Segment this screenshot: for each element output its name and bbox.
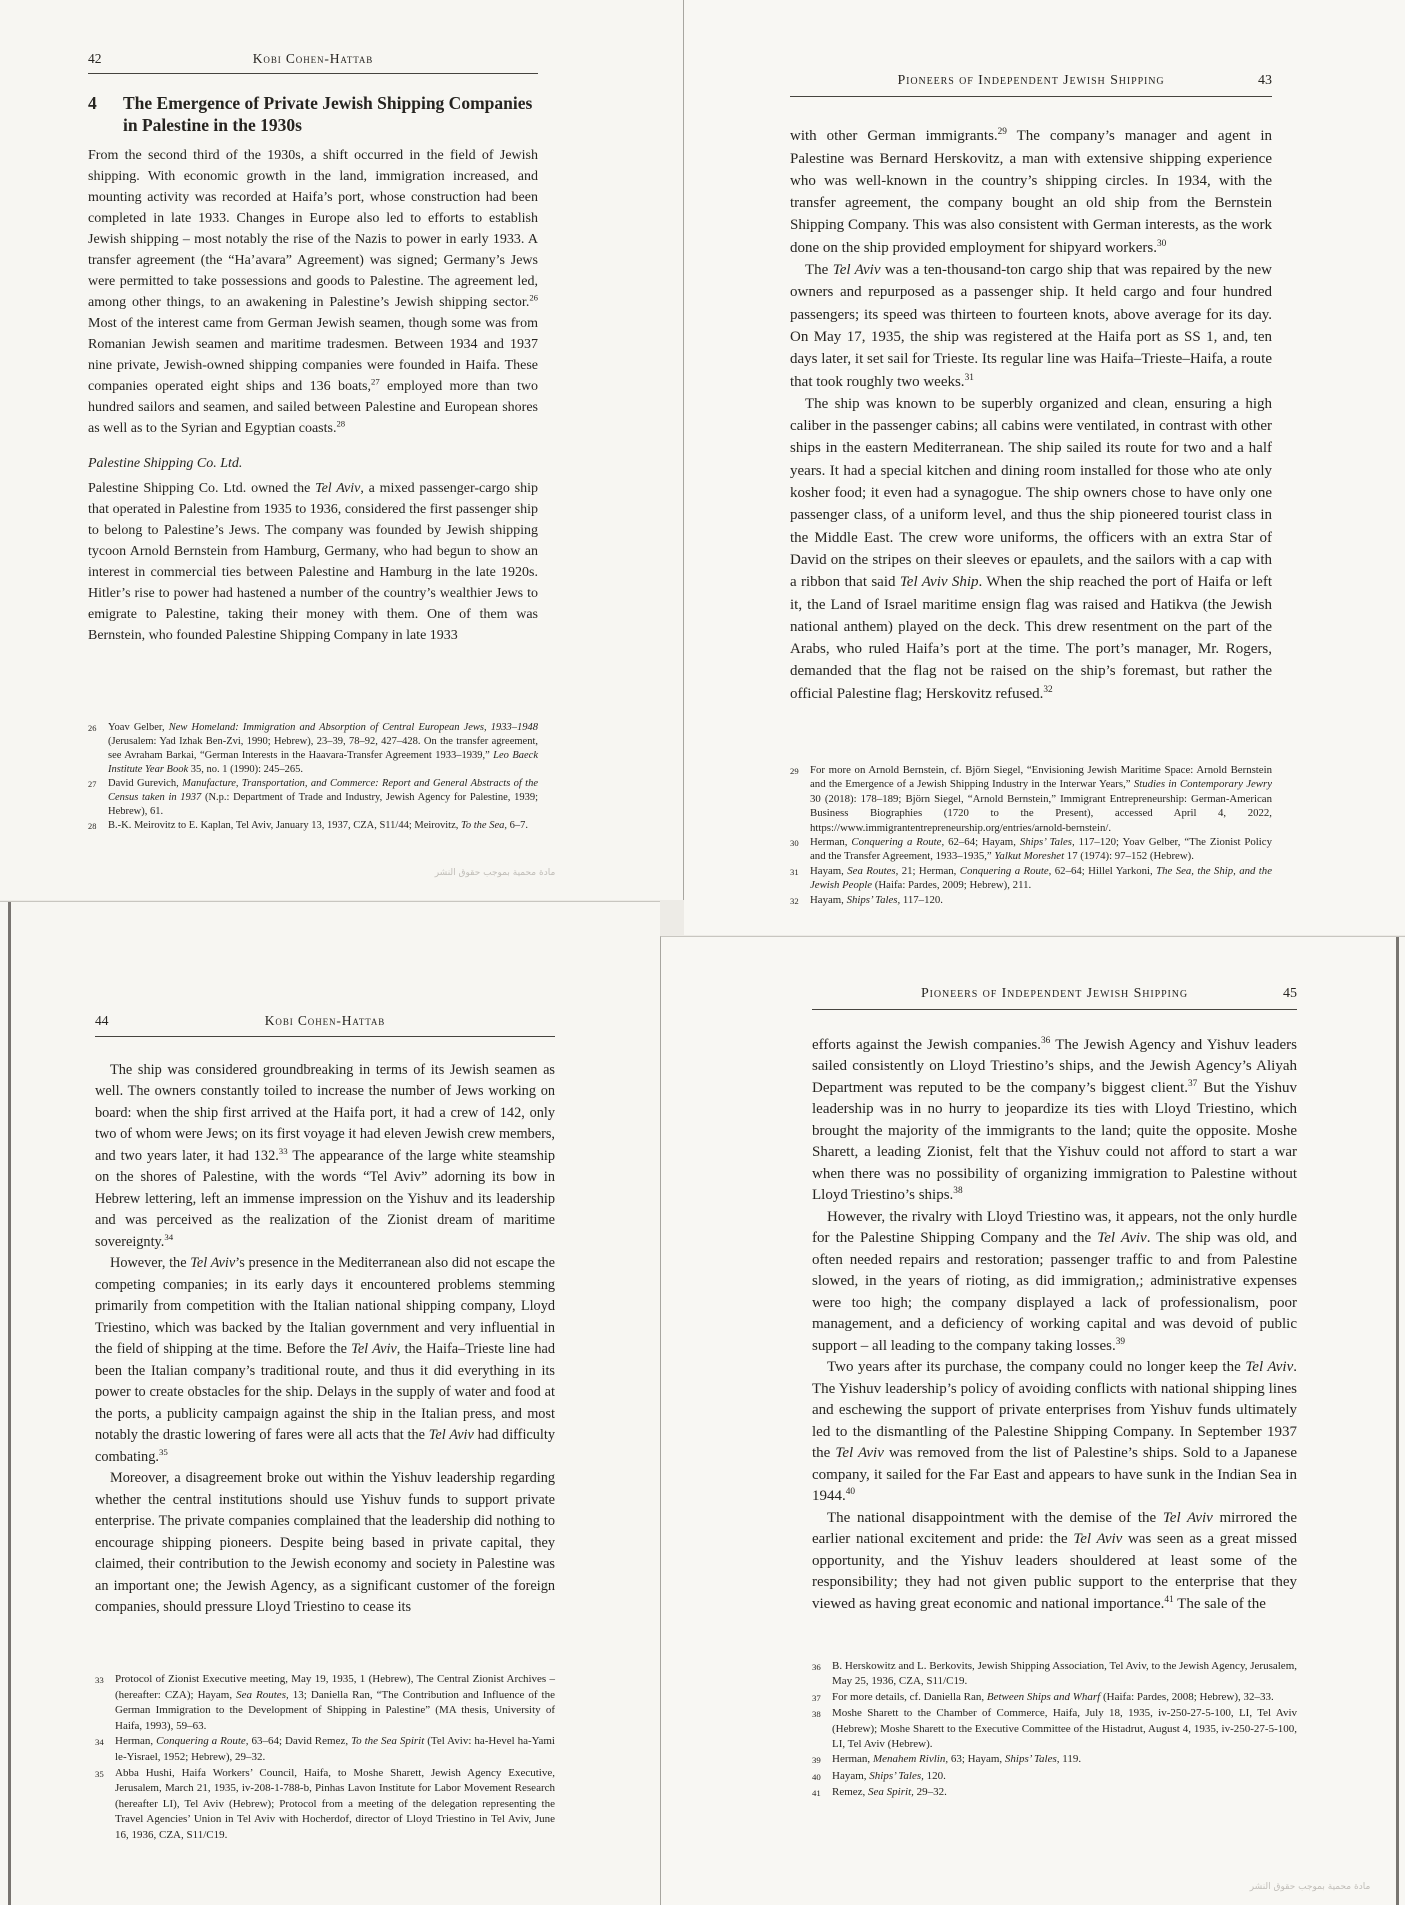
body-paragraph: However, the Tel Aviv’s presence in the Mediterranean also did not escape the competing companies; in its early days it encountered problems stemming primarily from competition with the Italian national shipping company, Lloyd Triestino, which was backed by the Italian government and very influential in the field of shipping at the time. Before the Tel Aviv, the Haifa–Trieste line had been the Italian company’s traditional route, and thus it did everything in its power to create obstacles for the ship. Delays in the supply of water and food at the ports, a publicity campaign against the ship in the Italian press, and most notably the drastic lowering of fares were all acts that the Tel Aviv had difficulty combating.$^{35}$ [95, 1255, 556, 1465]
footnote-number: 40 [812, 1771, 821, 1782]
footnote-number: 29 [790, 766, 799, 776]
watermark: مادة محمية بموجب حقوق النشر [434, 868, 556, 878]
footnote-number: 27 [88, 780, 97, 789]
body-paragraph: The national disappointment with the demise of the Tel Aviv mirrored the earlier national excitement and pride: the Tel Aviv was seen as a great missed opportunity, and the Yishuv leaders shouldered at least some of the responsibility; they had not given public support to the enterprise that they viewed as having great economic and national importance.$^{41}$ The sale of the [812, 1509, 1298, 1612]
footnote-text: Moshe Sharett to the Chamber of Commerce, Haifa, July 18, 1935, iv-250-27-5-100, LI, Tel Aviv (Hebrew); Moshe Sharett to the Executive Committee of the Histadrut, August 4, 1935, iv-250-27-5-100, LI, Tel Aviv (Hebrew). [832, 1707, 1297, 1751]
page-43-running-header [790, 58, 1272, 92]
running-head: Kobi Cohen-Hattab [252, 51, 374, 66]
body-paragraph: The ship was considered groundbreaking in terms of its Jewish seamen as well. The owners constantly toiled to increase the number of Jews working on board: when the ship first arrived at the Haifa port, it had a crew of 142, only two of whom were Jews; on its first voyage it had eleven Jewish crew members, and two years later, it had 132.33 The appearance of the large white steamship on the shores of Palestine, with the words “Tel Aviv” adorning its bow in Hebrew lettering, left an immense impression on the Yishuv and its leadership and was perceived as the realization of the Zionist dream of maritime sovereignty.$^{34}$ [95, 1061, 555, 1250]
footnote [790, 835, 1272, 864]
page-edge [8, 902, 11, 1905]
footnote-text: Abba Hushi, Haifa Workers’ Council, Haifa, to Moshe Sharett, Jewish Agency Executive, Jerusalem, March 21, 1935, iv-208-1-788-b, Pinhas Lavon Institute for Labor Movement Research (hereafter LI), Tel Aviv (Hebrew); Protocol from a meeting of the delegation representing the Travel Agencies’ Union in Tel Aviv with Hocherdof, director of Lloyd Triestino in Tel Aviv, June 16, 1936, CZA, S11/C19. [115, 1766, 555, 1841]
footnote [88, 721, 538, 777]
footnote-number: 38 [812, 1709, 821, 1720]
footnote-number: 32 [790, 895, 799, 906]
section-heading [88, 92, 538, 136]
footnote-text: B. Herskowitz and L. Berkovits, Jewish Shipping Association, Tel Aviv, to the Jewish Agency, Jerusalem, May 25, 1936, CZA, S11/C19. [832, 1660, 1297, 1688]
footnote [95, 1672, 555, 1734]
footnotes [88, 721, 538, 834]
footnote-text: Remez, Sea Spirit, 29–32. [832, 1786, 947, 1799]
footnote-number: 34 [95, 1737, 104, 1748]
body-text [88, 145, 538, 439]
page-43 [790, 58, 1272, 918]
footnote-text: Hayam, Ships’ Tales, 120. [832, 1769, 946, 1782]
footnote-text: For more details, cf. Daniella Ran, Between Ships and Wharf (Haifa: Pardes, 2008; Hebrew), 32–33. [832, 1690, 1274, 1703]
body-paragraph: From the second third of the 1930s, a shift occurred in the field of Jewish shipping. With economic growth in the land, immigration increased, and mounting activity was recorded at Haifa’s port, whose construction had been completed in late 1933. Changes in Europe also led to efforts to establish Jewish shipping – most notably the rise of the Nazis to power in early 1933. A transfer agreement (the “Ha’avara” Agreement) was signed; Germany’s Jews were permitted to take possessions and goods to Palestine. The agreement led, among other things, to an awakening in Palestine’s Jewish shipping sector.$^{26}$ Most of the interest came from German Jewish seamen, though some was from Romanian Jewish seamen and maritime tradesmen. Between 1934 and 1937 nine private, Jewish-owned shipping companies were founded in Haifa. These companies operated eight ships and 136 boats,$^{27}$ employed more than two hundred sailors and seamen, and sailed between Palestine and European shores as well as to the Syrian and Egyptian coasts.$^{28}$ [88, 148, 539, 436]
body-text [95, 1060, 555, 1619]
body-text [812, 1035, 1297, 1616]
footnote-text: Hayam, Ships’ Tales, 117–120. [810, 893, 943, 906]
running-head: Kobi Cohen-Hattab [264, 1013, 386, 1028]
body-paragraph: Moreover, a disagreement broke out within the Yishuv leadership regarding whether the central institutions should use Yishuv funds to support private enterprise. The private companies complained that the leadership did nothing to encourage shipping pioneers. Despite being based in private capital, they claimed, their contribution to the Jewish economy and society in Palestine was an important one; the Jewish Agency, as a significant customer of the foreign companies, should pressure Lloyd Triestino to cease its [95, 1470, 555, 1615]
body-paragraph: Two years after its purchase, the company could no longer keep the Tel Aviv. The Yishuv leadership’s policy of avoiding conflicts with national shipping lines and eschewing the support of private enterprises from Yishuv funds ultimately led to the dismantling of the Palestine Shipping Company. In September 1937 the Tel Aviv was removed from the list of Palestine’s ships. Sold to a Japanese company, it sailed for the Far East and appears to have sunk in the Indian Sea in 1944.40 [812, 1359, 1297, 1504]
subsection-heading: Palestine Shipping Co. Ltd. [88, 456, 243, 471]
footnote [790, 763, 1272, 835]
footnote-text: For more on Arnold Bernstein, cf. Björn Siegel, “Envisioning Jewish Maritime Space: Arnold Bernstein and the Emergence of a Jewish Shipping Industry in the Interwar Years,” Studies in Contemporary Jewry 30 (2018): 178–189; Björn Siegel, “Arnold Bernstein,” Immigrant Entrepreneurship: German-American Business Biographies (1720 to the Present), accessed April 4, 2022, https://www.immigrantentrepreneurship.org/entries/arnold-bernstein/. [810, 764, 1272, 834]
page-number: 42 [88, 51, 102, 66]
running-head: Pioneers of Independent Jewish Shipping [897, 73, 1165, 88]
watermark: مادة محمية بموجب حقوق النشر [1249, 1882, 1371, 1892]
footnote [790, 893, 1272, 908]
footnote-text: Hayam, Sea Routes, 21; Herman, Conquering a Route, 62–64; Hillel Yarkoni, The Sea, the Ship, and the Jewish People (Haifa: Pardes, 2009; Hebrew), 211. [810, 864, 1272, 892]
page-42 [88, 40, 538, 890]
body-paragraph: efforts against the Jewish companies.$^{36}$ The Jewish Agency and Yishuv leaders sailed consistently on Lloyd Triestino’s ships, and the Jewish Agency’s Aliyah Department was reputed to be the company’s biggest client.$^{37}$ But the Yishuv leadership was in no hurry to jeopardize its ties with Lloyd Triestino, which brought the majority of the immigrants to the land; quite the opposite. Moshe Sharett, a leading Zionist, felt that the Yishuv could not afford to start a war when there was no possibility of organizing immigration to Palestine without Lloyd Triestino’s ships.$^{38}$ [812, 1035, 1298, 1203]
running-head: Pioneers of Independent Jewish Shipping [921, 986, 1188, 1001]
body-paragraph: Palestine Shipping Co. Ltd. owned the Tel Aviv, a mixed passenger-cargo ship that operated in Palestine from 1935 to 1936, considered the first passenger ship to belong to Palestine’s Jews. The company was founded by Jewish shipping tycoon Arnold Bernstein from Hamburg, Germany, who had begun to show an interest in commercial ties between Palestine and Hamburg in the late 1920s. Hitler’s rise to power had hastened a number of the country’s wealthier Jews to emigrate to Palestine, taking their money with them. One of them was Bernstein, who founded Palestine Shipping Company in late 1933 [88, 481, 538, 643]
footnote-text: B.-K. Meirovitz to E. Kaplan, Tel Aviv, January 13, 1937, CZA, S11/44; Meirovitz, To the Sea, 6–7. [108, 820, 529, 831]
footnote-number: 31 [790, 866, 799, 877]
footnote-number: 36 [812, 1662, 821, 1672]
body-text [88, 478, 538, 646]
footnote-text: Herman, Conquering a Route, 63–64; David Remez, To the Sea Spirit (Tel Aviv: ha-Hevel ha-Yami le-Yisrael, 1952; Hebrew), 29–32. [115, 1735, 555, 1763]
footnotes [790, 763, 1272, 908]
section-number: 4 [88, 93, 97, 113]
page-44 [95, 995, 555, 1895]
page-number: 45 [1283, 986, 1297, 1001]
footnote-text: Herman, Conquering a Route, 62–64; Hayam, Ships’ Tales, 117–120; Yoav Gelber, “The Zionist Policy and the Transfer Agreement, 1933–1935,” Yalkut Moreshet 17 (1974): 97–152 (Hebrew). [810, 836, 1272, 863]
page-45-running-header [812, 960, 1297, 1005]
body-text [790, 125, 1272, 705]
footnote [95, 1766, 555, 1844]
footnote-number: 35 [95, 1768, 104, 1779]
page-number: 43 [1258, 73, 1272, 88]
body-paragraph: with other German immigrants.$^{29}$ The company’s manager and agent in Palestine was Bernard Herskovitz, a man with extensive shipping experience who was well-known in the country’s shipping circles. In 1934, with the transfer agreement, the company bought an old ship from the Bernstein Shipping Company. This was also consistent with German interests, as the work done on the ship provided employment for shipyard workers.$^{30}$ [790, 127, 1272, 256]
footnote [812, 1690, 1297, 1706]
footnote-number: 33 [95, 1675, 104, 1685]
page-44-running-header [95, 995, 555, 1032]
header-rule [88, 73, 538, 74]
page-number: 44 [95, 1013, 109, 1028]
footnote [812, 1659, 1297, 1690]
footnote-text: Yoav Gelber, New Homeland: Immigration and Absorption of Central European Jews, 1933–1948 (Jerusalem: Yad Izhak Ben-Zvi, 1990; Hebrew), 23–39, 78–92, 427–428. On the transfer agreement, see Avraham Barkai, “German Interests in the Haavara-Transfer Agreement 1933–1939,” Leo Baeck Institute Year Book 35, no. 1 (1990): 245–265. [108, 722, 539, 775]
footnote [812, 1706, 1297, 1752]
body-paragraph: However, the rivalry with Lloyd Triestino was, it appears, not the only hurdle for the Palestine Shipping Company and the Tel Aviv. The ship was old, and often needed repairs and restoration; passenger traffic to and from Palestine slowed, in the years of rioting, as did immigration,; administrative expenses were too high; the company displayed a lack of professionalism, poor management, and a deficiency of working capital and was devoid of public support – all leading to the company taking losses.$^{39}$ [812, 1208, 1297, 1354]
footnote-number: 37 [812, 1692, 821, 1703]
footnotes [95, 1672, 555, 1844]
body-paragraph: The Tel Aviv was a ten-thousand-ton cargo ship that was repaired by the new owners and repurposed as a passenger ship. It held cargo and four hundred passengers; its speed was thirteen to fourteen knots, above average for its day. On May 17, 1935, the ship was registered at the Haifa port as SS 1, and, ten days later, it set sail for Trieste. Its regular line was Haifa–Trieste–Haifa, a route that took roughly two weeks.$^{31}$ [790, 262, 1272, 390]
section-title: The Emergence of Private Jewish Shipping Companies in Palestine in the 1930s [123, 93, 533, 135]
footnote-number: 28 [88, 822, 97, 831]
footnote [790, 864, 1272, 893]
footnote-number: 26 [88, 724, 97, 733]
page-edge [1396, 937, 1399, 1905]
footnote [88, 819, 538, 834]
header-rule [790, 96, 1272, 97]
footnote [812, 1769, 1297, 1785]
footnote-text: Protocol of Zionist Executive meeting, May 19, 1935, 1 (Hebrew), The Central Zionist Archives – (hereafter: CZA); Hayam, Sea Routes, 13; Daniella Ran, “The Contribution and Influence of the German Immigration to the Development of Shipping in Palestine” (MA thesis, University of Haifa, 1993), 59–63. [115, 1673, 556, 1732]
footnote [812, 1752, 1297, 1768]
body-paragraph: The ship was known to be superbly organized and clean, ensuring a high caliber in the passenger cabins; all cabins were ventilated, in contrast with other ships in the eastern Mediterranean. The ship sailed its route for two and a half years. It had a special kitchen and dining room installed for those who ate only kosher food; it even had a synagogue. The ship owners chose to have only one passenger class, of a uniform level, and thus the ship pioneered tourist class in the Middle East. The crew wore uniforms, the officers with an extra Star of David on the stripes on their sleeves or epaulets, and the sailors with a cap with a ribbon that said Tel Aviv Ship. When the ship reached the port of Haifa or left it, the Land of Israel maritime ensign flag was raised and Hatikva (the Jewish national anthem) played on the deck. This drew resentment on the part of the Arabs, who ruled Haifa’s port at the time. The port’s manager, Mr. Rogers, demanded that the flag not be raised on the ship’s foremast, but rather the official Palestine flag; Herskovitz refused.$^{32}$ [790, 395, 1272, 702]
footnote-text: Herman, Menahem Rivlin, 63; Hayam, Ships’ Tales, 119. [832, 1753, 1082, 1766]
footnote-number: 39 [812, 1755, 821, 1766]
footnote [95, 1734, 555, 1765]
footnotes [812, 1659, 1297, 1802]
page-42-running-header [88, 40, 538, 69]
header-rule [812, 1009, 1297, 1010]
page-45 [812, 960, 1297, 1890]
footnote-text: David Gurevich, Manufacture, Transportation, and Commerce: Report and General Abstracts of the Census taken in 1937 (N.p.: Department of Trade and Industry, Jewish Agency for Palestine, 1939; Hebrew), 61. [108, 778, 538, 817]
footnote [812, 1785, 1297, 1801]
header-rule [95, 1036, 555, 1037]
footnote-number: 41 [812, 1788, 821, 1799]
footnote [88, 777, 538, 819]
footnote-number: 30 [790, 838, 799, 849]
